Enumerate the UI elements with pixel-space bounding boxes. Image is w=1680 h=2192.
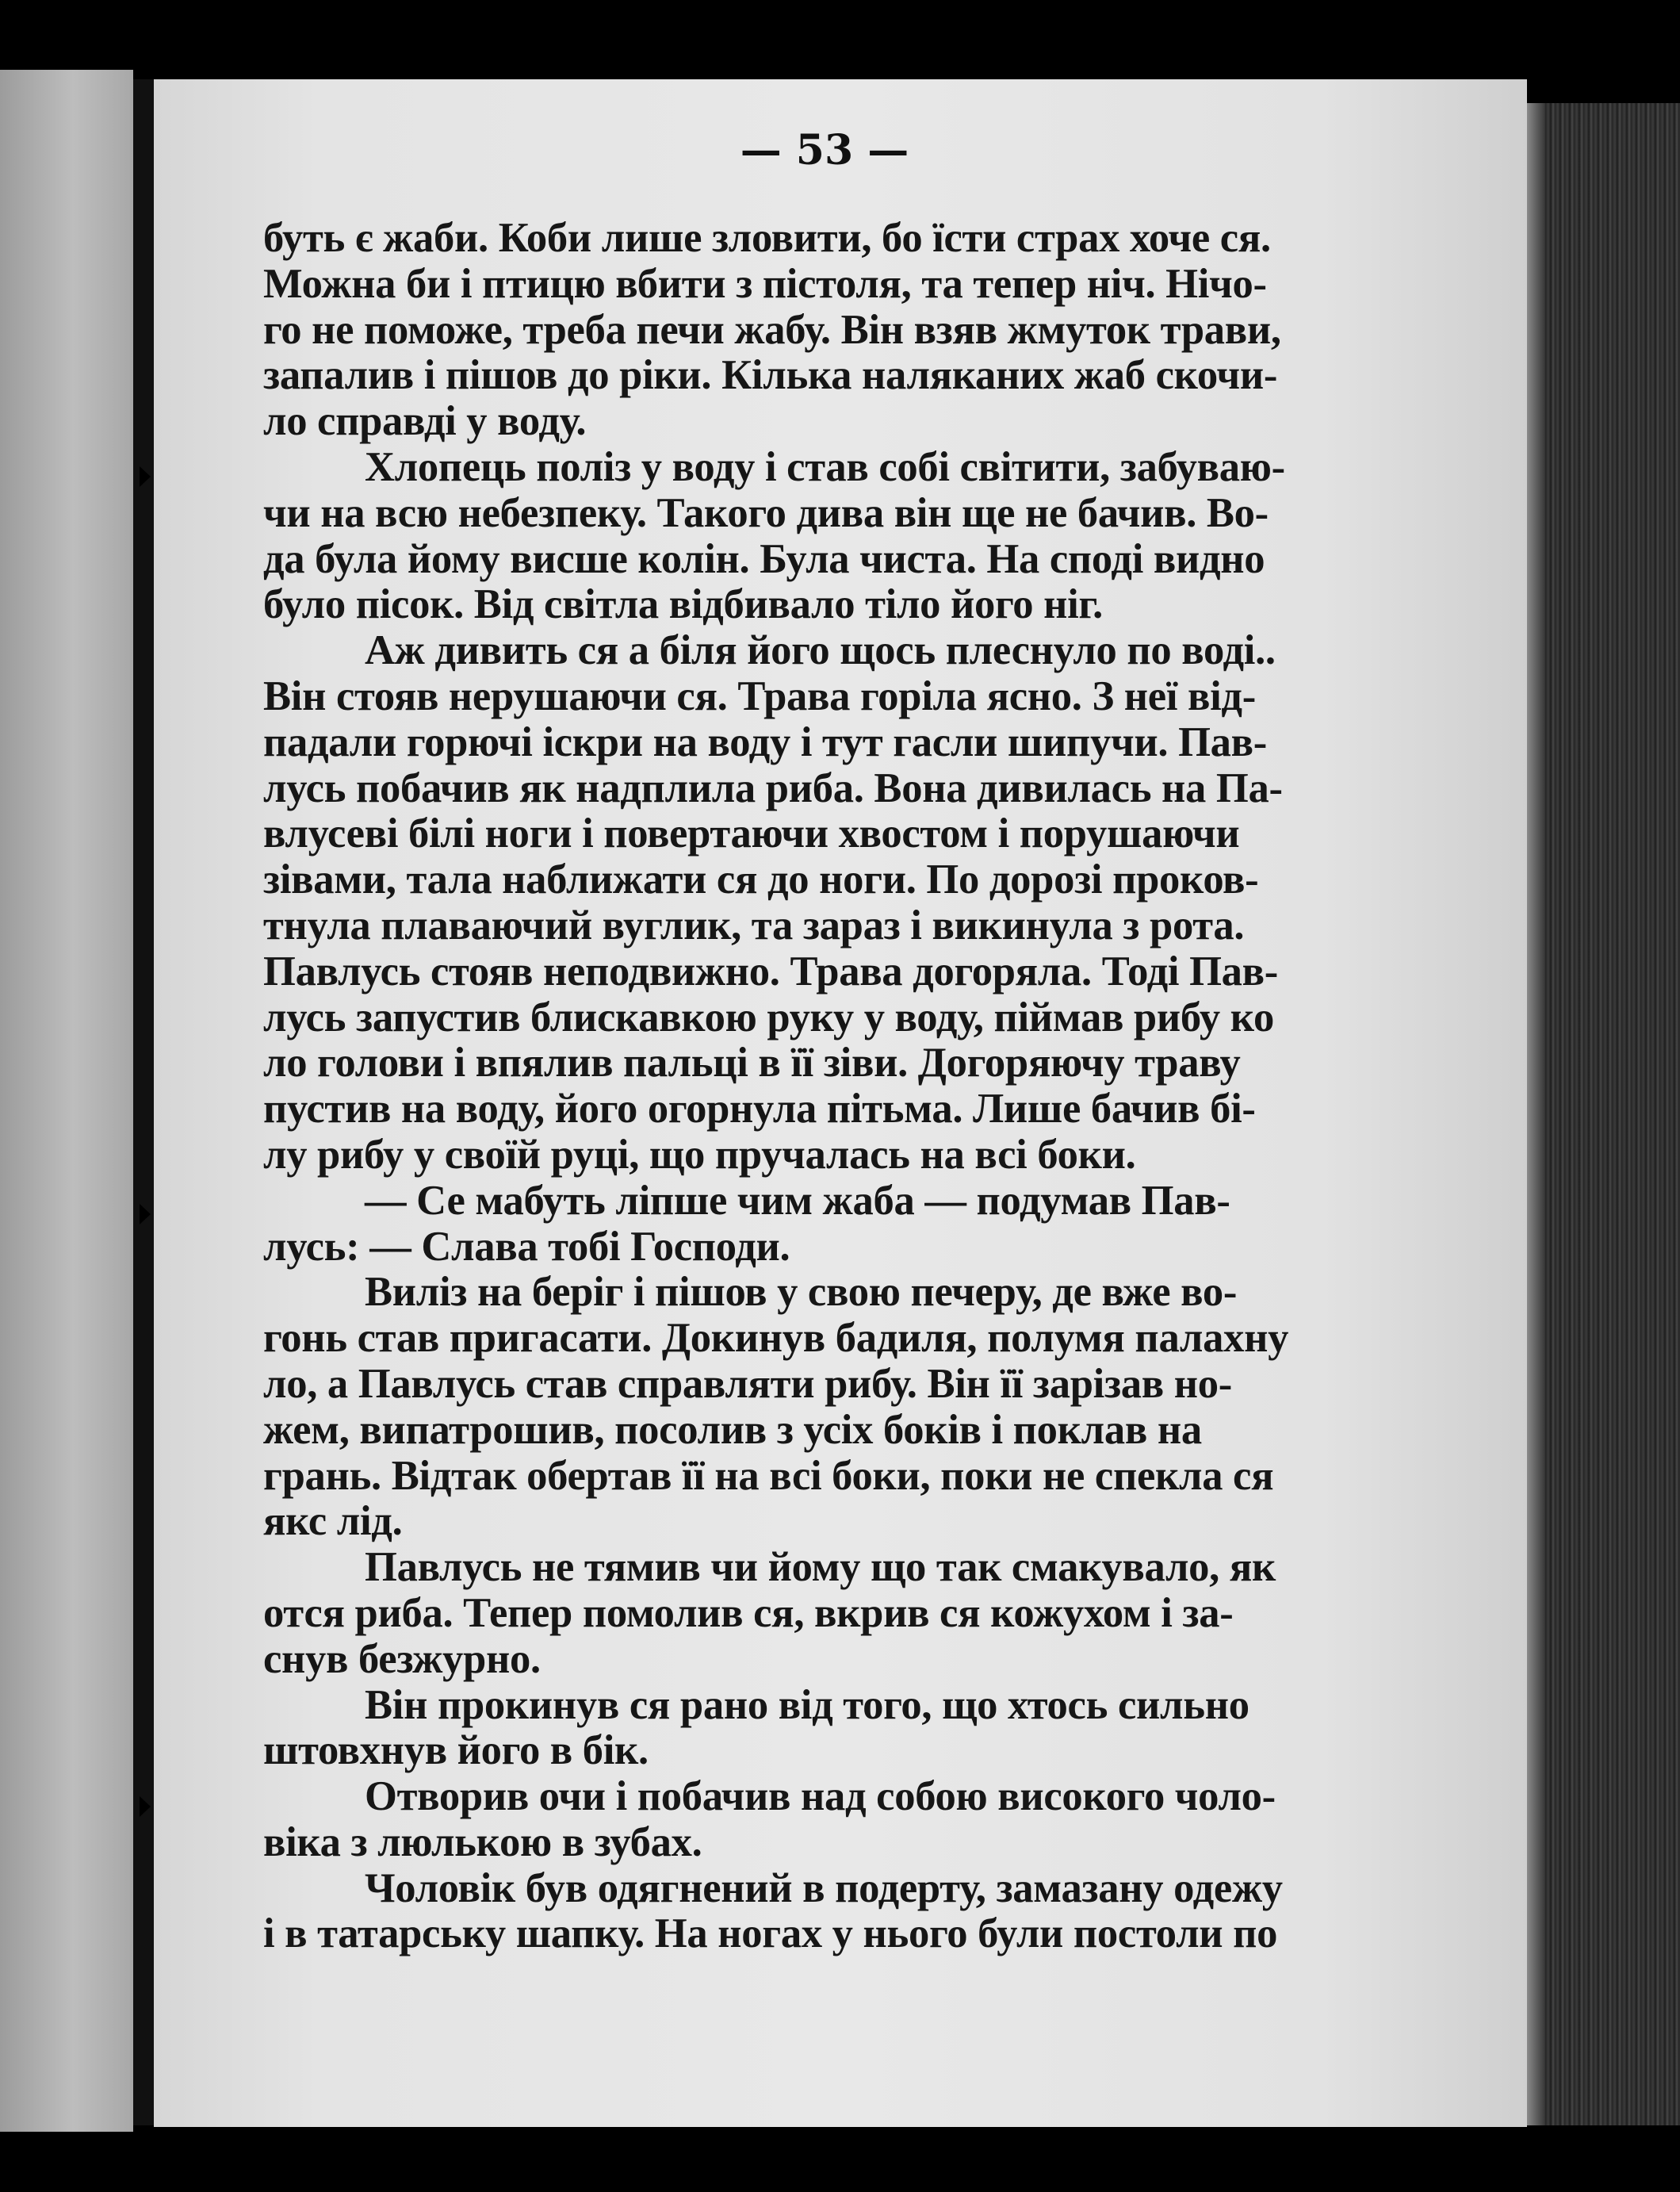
text-line: лусь запустив блискавкою руку у воду, піймав рибу ко: [263, 994, 1275, 1040]
text-line: го не поможе, треба печи жабу. Він взяв жмуток трави,: [263, 306, 1281, 353]
text-line: Павлусь стояв неподвижно. Трава догоряла. Тоді Пав-: [263, 948, 1278, 994]
text-line: Він стояв нерушаючи ся. Трава горіла ясно. З неї від-: [263, 673, 1256, 719]
text-line: падали горючі іскри на воду і тут гасли шипучи. Пав-: [263, 719, 1267, 765]
text-line: ло голови і впялив пальці в її зіви. Догоряючу траву: [263, 1040, 1241, 1086]
text-line: лу рибу у своїй руці, що пручалась на всі боки.: [263, 1131, 1136, 1178]
text-line: зівами, тала наближати ся до ноги. По дорозі проков-: [263, 856, 1259, 903]
text-line: отся риба. Тепер помолив ся, вкрив ся кожухом і за-: [263, 1589, 1234, 1636]
text-line: грань. Відтак обертав її на всі боки, поки не спекла ся: [263, 1452, 1274, 1499]
paragraph-first-line: Виліз на беріг і пішов у свою печеру, де вже во-: [365, 1269, 1238, 1316]
page-number: — 53 —: [740, 126, 909, 174]
text-line: лусь: — Слава тобі Господи.: [263, 1223, 790, 1270]
paragraph-first-line: Хлопець поліз у воду і став собі світити, забуваю-: [365, 443, 1285, 490]
dialogue-line: — Се мабуть ліпше чим жаба — подумав Пав-: [365, 1177, 1230, 1224]
text-line: ло справді у воду.: [263, 398, 587, 445]
text-line: тнула плаваючий вуглик, та зараз і викинула з рота.: [263, 902, 1245, 948]
text-line: лусь побачив як надплила риба. Вона дивилась на Па-: [263, 765, 1283, 811]
page-body-text: [263, 216, 1389, 1957]
text-line: віка з люлькою в зубах.: [263, 1818, 702, 1865]
text-line: гонь став пригасати. Докинув бадиля, полумя палахну: [263, 1315, 1289, 1362]
paragraph-first-line: Отворив очи і побачив над собою високого чоло-: [365, 1773, 1276, 1820]
book-gutter: [133, 79, 154, 2125]
left-facing-page-edge: [0, 70, 133, 2132]
text-line: запалив і пішов до ріки. Кілька наляканих жаб скочи-: [263, 352, 1278, 399]
book-page-edges: [1527, 103, 1680, 2125]
text-line: буть є жаби. Коби лише зловити, бо їсти страх хоче ся.: [263, 215, 1271, 261]
text-line: чи на всю небезпеку. Такого дива він ще не бачив. Во-: [263, 489, 1269, 536]
paragraph-first-line: Аж дивить ся а біля його щось плеснуло по воді..: [365, 627, 1276, 674]
paragraph-first-line: Чоловік був одягнений в подерту, замазану одежу: [365, 1864, 1283, 1911]
text-line: влусеві білі ноги і повертаючи хвостом і порушаючи: [263, 811, 1240, 857]
text-line: штовхнув його в бік.: [263, 1727, 649, 1774]
text-line: Можна би і птицю вбити з пістоля, та тепер ніч. Нічо-: [263, 260, 1267, 307]
text-line: пустив на воду, його огорнула пітьма. Лише бачив бі-: [263, 1086, 1256, 1132]
paragraph-first-line: Він прокинув ся рано від того, що хтось сильно: [365, 1681, 1249, 1728]
text-line: жем, випатрошив, посолив з усіх боків і поклав на: [263, 1406, 1202, 1453]
paragraph-first-line: Павлусь не тямив чи йому що так смакувало, як: [365, 1544, 1276, 1591]
text-line: ло, а Павлусь став справляти рибу. Він її зарізав но-: [263, 1360, 1232, 1407]
page-edge-highlight: [1527, 103, 1544, 2125]
text-line: було пісок. Від світла відбивало тіло його ніг.: [263, 581, 1103, 628]
text-line: і в татарську шапку. На ногах у нього були постоли по: [263, 1910, 1278, 1957]
text-line: снув безжурно.: [263, 1635, 541, 1682]
text-line: якс лід.: [263, 1498, 403, 1545]
text-line: да була йому висше колін. Була чиста. На споді видно: [263, 535, 1265, 582]
